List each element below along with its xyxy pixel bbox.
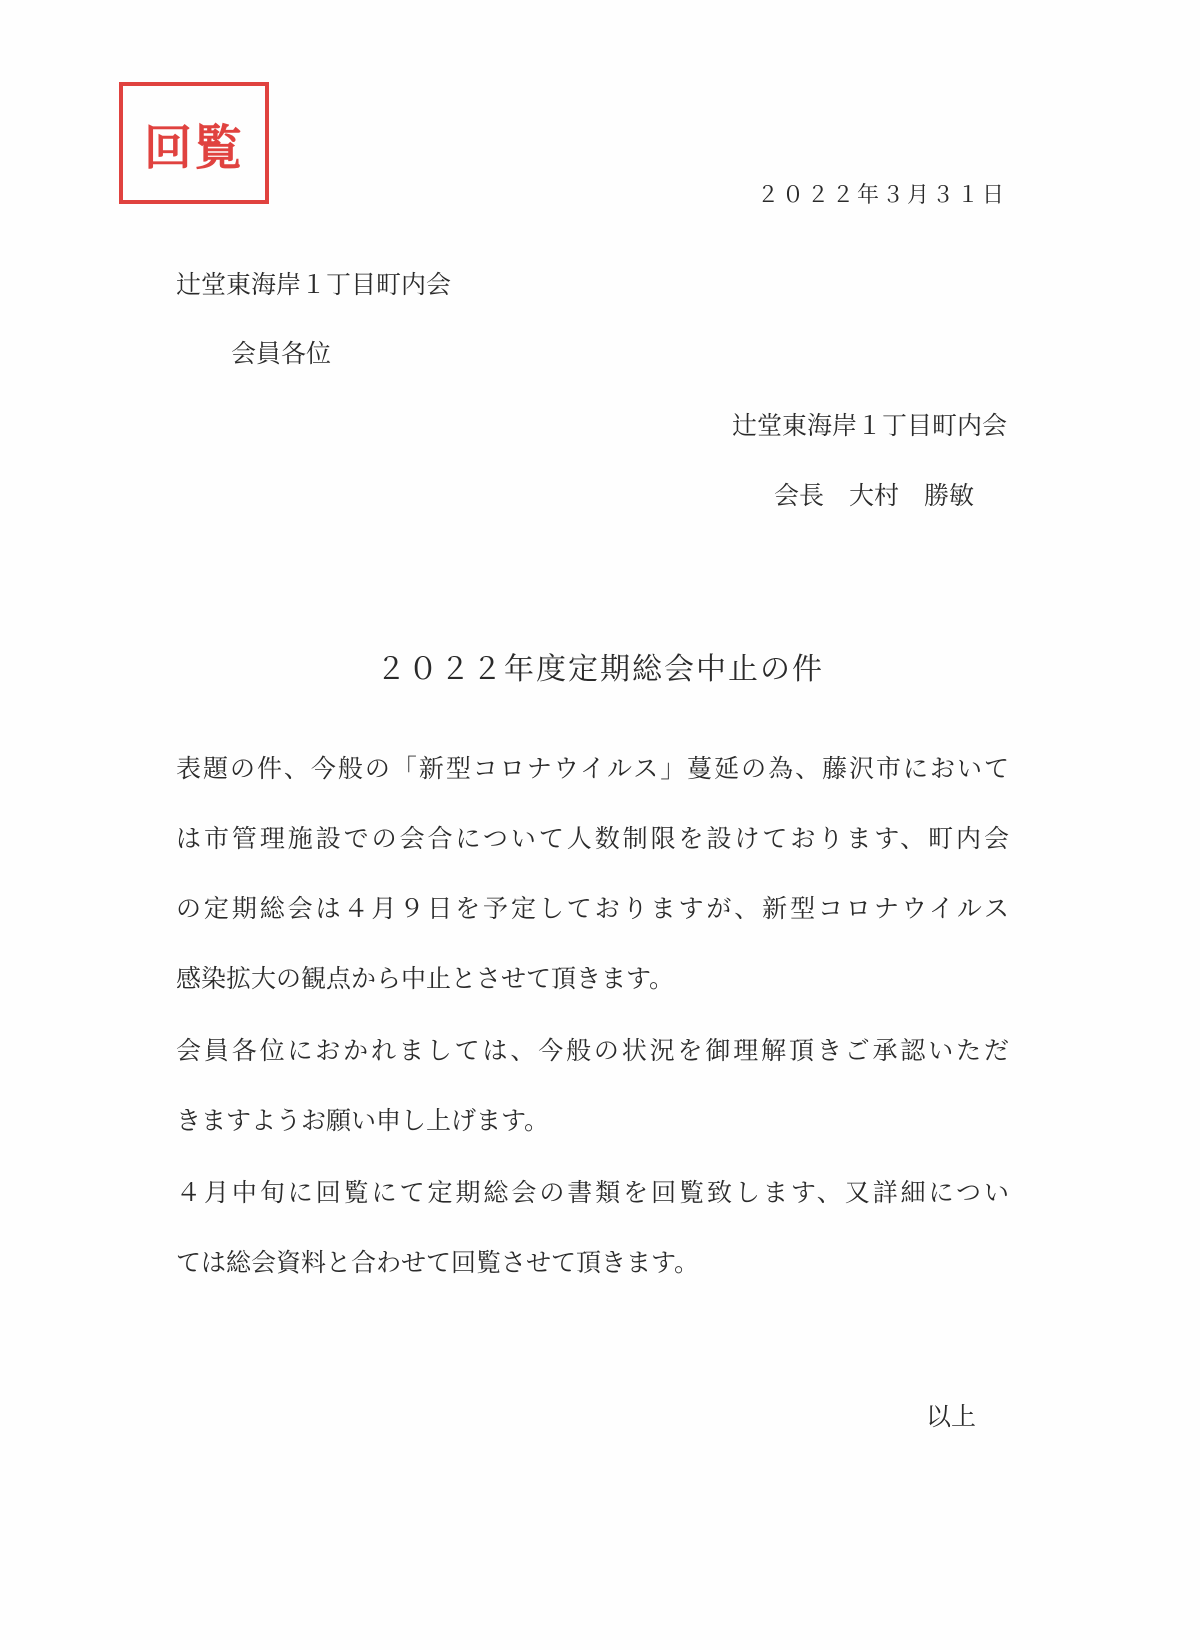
sender-name: 会長 大村 勝敏 bbox=[773, 481, 974, 510]
body-line: 感染拡大の観点から中止とさせて頂きます。 bbox=[176, 964, 675, 993]
recipient-members: 会員各位 bbox=[231, 339, 332, 368]
document-date: ２０２２年３月３１日 bbox=[756, 183, 1007, 208]
stamp-text: 回覧 bbox=[143, 119, 244, 176]
body-line: ４月中旬に回覧にて定期総会の書類を回覧致します、又詳細につい bbox=[176, 1178, 1009, 1207]
circulation-stamp bbox=[119, 82, 269, 204]
body-line: 表題の件、今般の「新型コロナウイルス」蔓延の為、藤沢市において bbox=[176, 754, 1009, 783]
document-title: ２０２２年度定期総会中止の件 bbox=[376, 652, 824, 687]
body-line: 会員各位におかれましては、今般の状況を御理解頂きご承認いただ bbox=[176, 1036, 1009, 1065]
body-line: は市管理施設での会合について人数制限を設けております、町内会 bbox=[176, 824, 1009, 853]
body-line: の定期総会は４月９日を予定しておりますが、新型コロナウイルス bbox=[176, 894, 1009, 923]
body-line: ては総会資料と合わせて回覧させて頂きます。 bbox=[176, 1248, 700, 1277]
sender-organization: 辻堂東海岸１丁目町内会 bbox=[731, 411, 1007, 440]
body-line: きますようお願い申し上げます。 bbox=[176, 1106, 550, 1135]
recipient-organization: 辻堂東海岸１丁目町内会 bbox=[176, 270, 452, 299]
closing-remark: 以上 bbox=[925, 1402, 976, 1431]
